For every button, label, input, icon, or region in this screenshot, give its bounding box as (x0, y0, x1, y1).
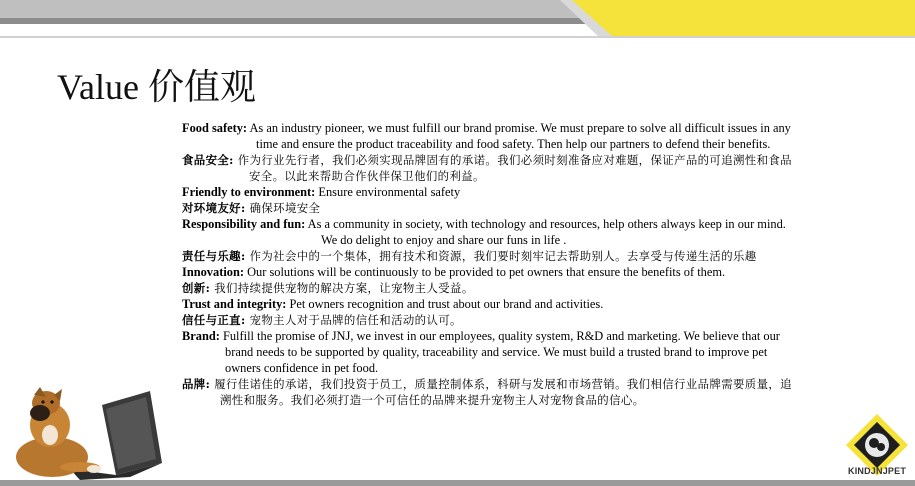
value-text: 我们持续提供宠物的解决方案，让宠物主人受益。 (210, 281, 474, 295)
value-item-innovation (182, 264, 792, 280)
value-label: 品牌: (182, 377, 211, 391)
value-item-responsibility-cn (182, 248, 792, 264)
value-item-responsibility (182, 216, 792, 248)
value-text: 宠物主人对于品牌的信任和活动的认可。 (245, 313, 462, 327)
value-item-environment-cn (182, 200, 792, 216)
logo-text: KINDJNJPET (848, 466, 907, 476)
value-label: 责任与乐趣: (182, 249, 246, 263)
value-label: 创新: (182, 281, 211, 295)
value-text: 确保环境安全 (245, 201, 321, 215)
value-item-innovation-cn (182, 280, 792, 296)
value-text: 履行佳诺佳的承诺，我们投资于员工，质量控制体系，科研与发展和市场营销。我们相信行业品牌需要质量，追溯性和服务。我们必须打造一个可信任的品牌来提升宠物主人对宠物食品的信心。 (210, 377, 792, 407)
top-banner (0, 0, 915, 38)
value-item-trust (182, 296, 792, 312)
dog-with-laptop-image (10, 385, 170, 480)
value-label: 食品安全: (182, 153, 234, 167)
bottom-bar (0, 480, 915, 486)
value-text: 作为行业先行者，我们必须实现品牌固有的承诺。我们必须时刻准备应对难题，保证产品的可追溯性和食品安全。以此来帮助合作伙伴保卫他们的利益。 (233, 153, 792, 183)
page-title: Value 价值观 (57, 67, 256, 107)
value-label: Brand: (182, 329, 220, 343)
values-list (182, 120, 792, 408)
value-label: Innovation: (182, 265, 244, 279)
value-item-food-safety-cn (182, 152, 792, 184)
value-item-brand-cn (182, 376, 792, 408)
value-label: 信任与正直: (182, 313, 246, 327)
value-text: Pet owners recognition and trust about our brand and activities. (286, 297, 604, 311)
value-text: Our solutions will be continuously to be provided to pet owners that ensure the benefits of them. (243, 265, 726, 279)
value-label: Trust and integrity: (182, 297, 287, 311)
value-text: Ensure environmental safety (315, 185, 461, 199)
value-item-brand (182, 328, 792, 376)
value-label: Friendly to environment: (182, 185, 316, 199)
value-text: As an industry pioneer, we must fulfill our brand promise. We must prepare to solve all difficult issues in any time and ensure the product traceability and food safety. Then help our partners to defend their benefits. (247, 121, 791, 151)
value-item-food-safety (182, 120, 792, 152)
value-item-trust-cn (182, 312, 792, 328)
value-text: Fulfill the promise of JNJ, we invest in our employees, quality system, R&D and marketing. We believe that our brand needs to be supported by quality, traceability and service. We must build a trusted brand to improve pet owners confidence in pet food. (219, 329, 780, 375)
value-label: Food safety: (182, 121, 248, 135)
value-text: As a community in society, with technology and resources, help others always keep in our mind. We do delight to enjoy and share our funs in life . (305, 217, 786, 247)
value-text: 作为社会中的一个集体，拥有技术和资源，我们要时刻牢记去帮助别人。去享受与传递生活的乐趣 (245, 249, 757, 263)
value-label: Responsibility and fun: (182, 217, 306, 231)
value-label: 对环境友好: (182, 201, 246, 215)
value-item-environment (182, 184, 792, 200)
